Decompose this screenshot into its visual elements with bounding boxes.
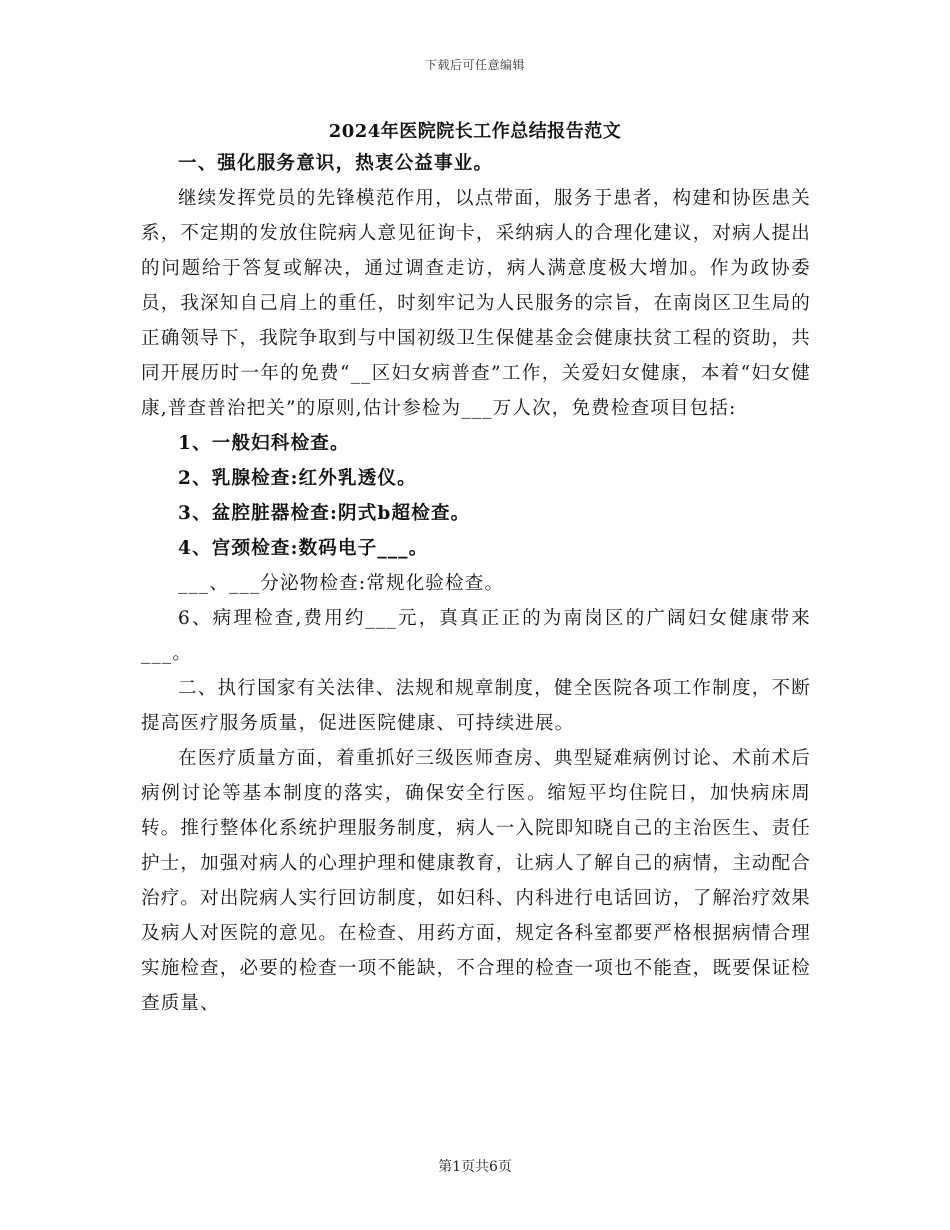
section-heading-2: 二、执行国家有关法律、法规和规章制度，健全医院各项工作制度，不断提高医疗服务质量，促进医院健康、可持续进展。 — [141, 678, 811, 734]
list-item-2: 2、乳腺检查:红外乳透仪。 — [178, 468, 417, 489]
section-heading-1: 一、强化服务意识，热衷公益事业。 — [178, 153, 494, 174]
list-item-4: 4、宫颈检查:数码电子___。 — [178, 538, 429, 559]
list-item-3: 3、盆腔脏器检查:阴式b超检查。 — [178, 503, 471, 524]
list-item-1: 1、一般妇科检查。 — [178, 433, 350, 454]
list-item-6: 6、病理检查,费用约___元，真真正正的为南岗区的广阔妇女健康带来___。 — [141, 608, 811, 664]
paragraph-1: 继续发挥党员的先锋模范作用，以点带面，服务于患者，构建和协医患关系，不定期的发放住院病人意见征询卡，采纳病人的合理化建议，对病人提出的问题给于答复或解决，通过调查走访，病人满意度极大增加。作为政协委员，我深知自己肩上的重任，时刻牢记为人民服务的宗旨，在南岗区卫生局的正确领导下，我院争取到与中国初级卫生保健基金会健康扶贫工程的资助，共同开展历时一年的免费“__区妇女病普查”工作，关爱妇女健康，本着“妇女健康,普查普治把关”的原则,估计参检为___万人次，免费检查项目包括: — [141, 188, 811, 419]
list-item-5: ___、___分泌物检查:常规化验检查。 — [178, 573, 505, 594]
paragraph-2: 在医疗质量方面，着重抓好三级医师查房、典型疑难病例讨论、术前术后病例讨论等基本制度的落实，确保安全行医。缩短平均住院日，加快病床周转。推行整体化系统护理服务制度，病人一入院即知晓自己的主治医生、责任护士，加强对病人的心理护理和健康教育，让病人了解自己的病情，主动配合治疗。对出院病人实行回访制度，如妇科、内科进行电话回访，了解治疗效果及病人对医院的意见。在检查、用药方面，规定各科室都要严格根据病情合理实施检查，必要的检查一项不能缺，不合理的检查一项也不能查，既要保证检查质量、 — [141, 748, 811, 1014]
document-body — [141, 146, 811, 1021]
document-title: 2024年医院院长工作总结报告范文 — [328, 121, 622, 142]
page-footer: 第1页共6页 — [438, 1159, 512, 1175]
header-note: 下载后可任意编辑 — [424, 58, 525, 72]
